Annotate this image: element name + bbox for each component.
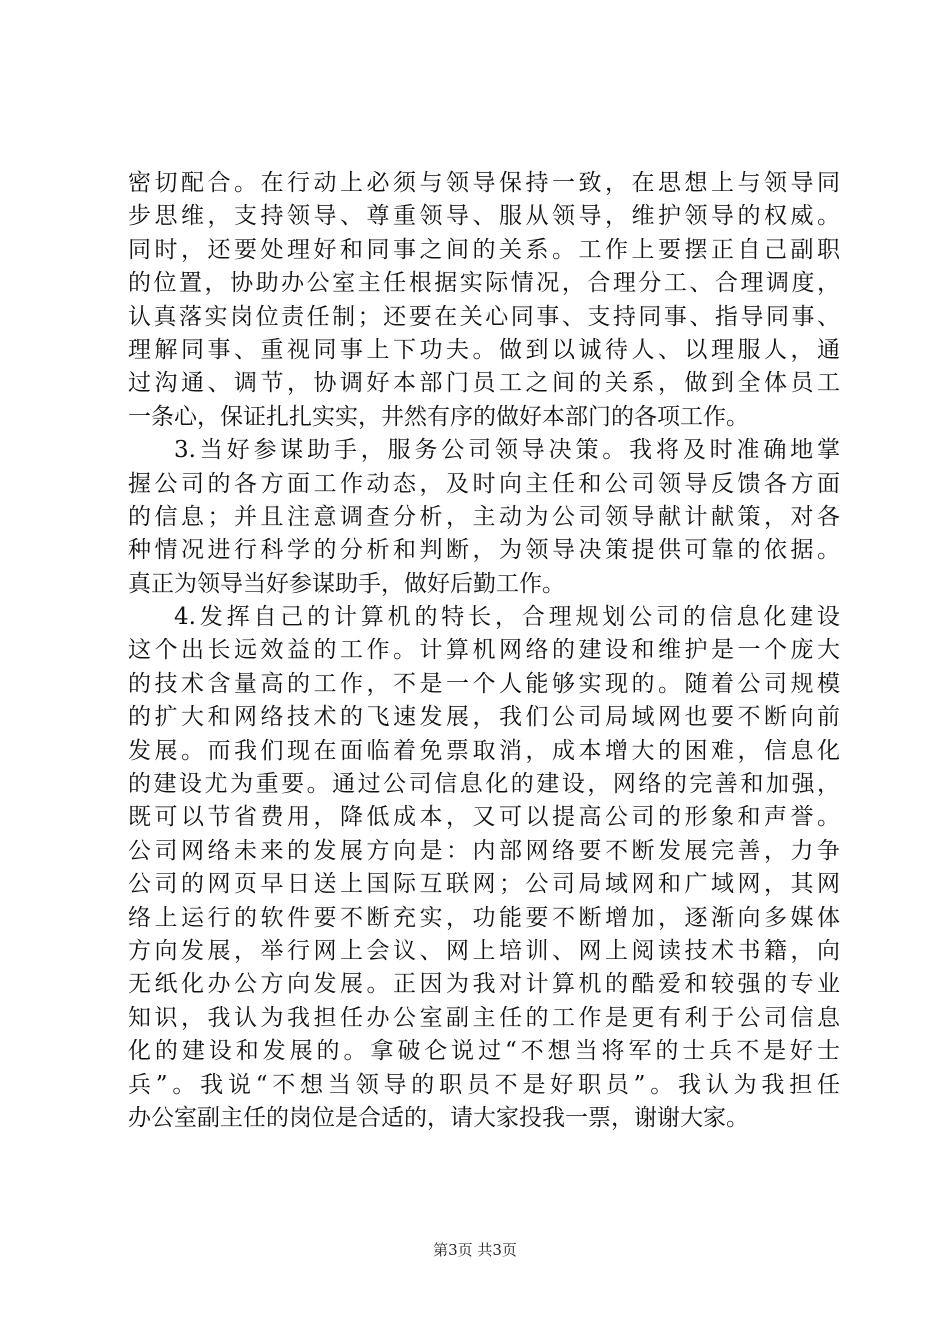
text-line: 一条心，保证扎扎实实，井然有序的做好本部门的各项工作。 xyxy=(128,403,749,430)
text-line: 既可以节省费用，降低成本，又可以提高公司的形象和声誉。 xyxy=(128,804,840,831)
text-line: 无纸化办公方向发展。正因为我对计算机的酷爱和较强的专业 xyxy=(128,971,840,998)
text-line: 同时，还要处理好和同事之间的关系。工作上要摆正自己副职 xyxy=(128,236,840,263)
paragraph-item-3 xyxy=(128,434,840,601)
paragraph-continuation xyxy=(128,167,840,434)
text-line: 密切配合。在行动上必须与领导保持一致，在思想上与领导同 xyxy=(128,170,840,196)
text-line: 发展。而我们现在面临着免票取消，成本增大的困难，信息化 xyxy=(128,737,840,764)
text-line: 的技术含量高的工作，不是一个人能够实现的。随着公司规模 xyxy=(128,670,840,697)
text-line: 办公室副主任的岗位是合适的，请大家投我一票，谢谢大家。 xyxy=(128,1104,749,1131)
text-line: 4.发挥自己的计算机的特长，合理规划公司的信息化建设 xyxy=(174,604,840,631)
text-line: 络上运行的软件要不断充实，功能要不断增加，逐渐向多媒体 xyxy=(128,904,840,931)
text-line: 化的建设和发展的。拿破仑说过“不想当将军的士兵不是好士 xyxy=(128,1038,840,1065)
text-line: 方向发展，举行网上会议、网上培训、网上阅读技术书籍，向 xyxy=(128,937,840,964)
text-line: 这个出长远效益的工作。计算机网络的建设和维护是一个庞大 xyxy=(128,637,840,664)
text-line: 过沟通、调节，协调好本部门员工之间的关系，做到全体员工 xyxy=(128,370,840,397)
text-line: 的信息；并且注意调查分析，主动为公司领导献计献策，对各 xyxy=(128,503,840,530)
paragraph-item-4 xyxy=(128,601,840,1135)
page-footer: 第3页 共3页 xyxy=(433,1241,517,1259)
text-line: 3.当好参谋助手，服务公司领导决策。我将及时准确地掌 xyxy=(174,437,840,464)
text-line: 种情况进行科学的分析和判断，为领导决策提供可靠的依据。 xyxy=(128,537,840,564)
text-line: 公司的网页早日送上国际互联网；公司局域网和广域网，其网 xyxy=(128,871,840,898)
document-body xyxy=(128,167,840,1135)
text-line: 的位置，协助办公室主任根据实际情况，合理分工、合理调度， xyxy=(128,270,840,297)
text-line: 的建设尤为重要。通过公司信息化的建设，网络的完善和加强， xyxy=(128,771,840,798)
text-line: 的扩大和网络技术的飞速发展，我们公司局域网也要不断向前 xyxy=(128,704,840,731)
text-line: 步思维，支持领导、尊重领导、服从领导，维护领导的权威。 xyxy=(128,203,840,230)
text-line: 理解同事、重视同事上下功夫。做到以诚待人、以理服人，通 xyxy=(128,336,840,363)
text-line: 握公司的各方面工作动态，及时向主任和公司领导反馈各方面 xyxy=(128,470,840,497)
text-line: 真正为领导当好参谋助手，做好后勤工作。 xyxy=(128,570,565,597)
text-line: 知识，我认为我担任办公室副主任的工作是更有利于公司信息 xyxy=(128,1004,840,1031)
text-line: 兵”。我说“不想当领导的职员不是好职员”。我认为我担任 xyxy=(128,1071,840,1098)
text-line: 公司网络未来的发展方向是：内部网络要不断发展完善，力争 xyxy=(128,837,840,864)
text-line: 认真落实岗位责任制；还要在关心同事、支持同事、指导同事、 xyxy=(128,303,840,330)
